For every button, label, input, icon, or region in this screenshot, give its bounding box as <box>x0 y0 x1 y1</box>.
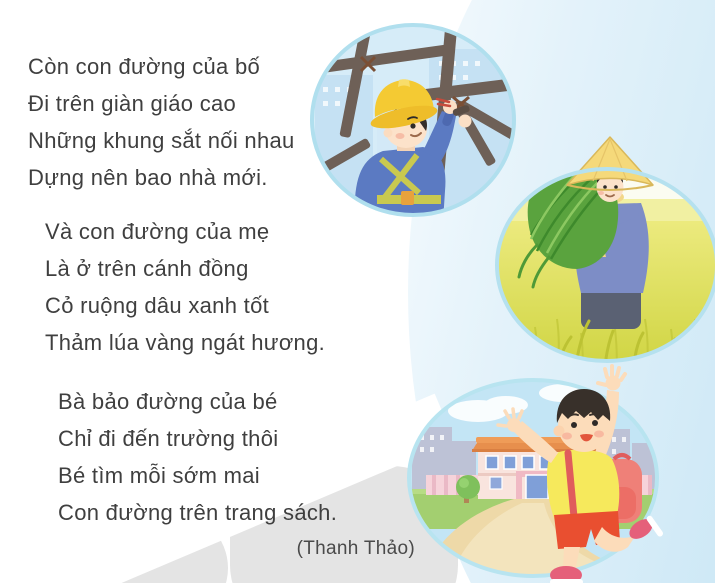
illustration-farmer-rice-field <box>493 135 715 385</box>
poem-line: Và con đường của mẹ <box>45 219 270 244</box>
illustration-construction-worker <box>303 17 518 222</box>
stanza-2 <box>45 213 325 361</box>
poem-line: Bé tìm mỗi sớm mai <box>58 463 260 488</box>
poem-line: Cỏ ruộng dâu xanh tốt <box>45 293 270 318</box>
poem-line: Còn con đường của bố <box>28 54 261 79</box>
author-attribution: (Thanh Thảo) <box>296 538 415 559</box>
open-hand <box>507 418 521 432</box>
poem-line: Bà bảo đường của bé <box>58 389 278 414</box>
yellow-shirt <box>547 450 619 521</box>
poem-line: Con đường trên trang sách. <box>58 500 338 525</box>
poem-line: Đi trên giàn giáo cao <box>28 91 237 116</box>
conical-hat <box>567 137 653 185</box>
stanza-1 <box>28 48 295 196</box>
poem-line: Chỉ đi đến trường thôi <box>58 426 279 451</box>
poem-line: Những khung sắt nối nhau <box>28 128 295 153</box>
raised-hand <box>606 376 621 391</box>
poem-line: Là ở trên cánh đồng <box>45 256 249 281</box>
stanza-3 <box>58 383 337 531</box>
poem-line: Thảm lúa vàng ngát hương. <box>45 330 326 355</box>
poem-line: Dựng nên bao nhà mới. <box>28 165 268 190</box>
illustration-boy-going-to-school <box>398 363 698 583</box>
